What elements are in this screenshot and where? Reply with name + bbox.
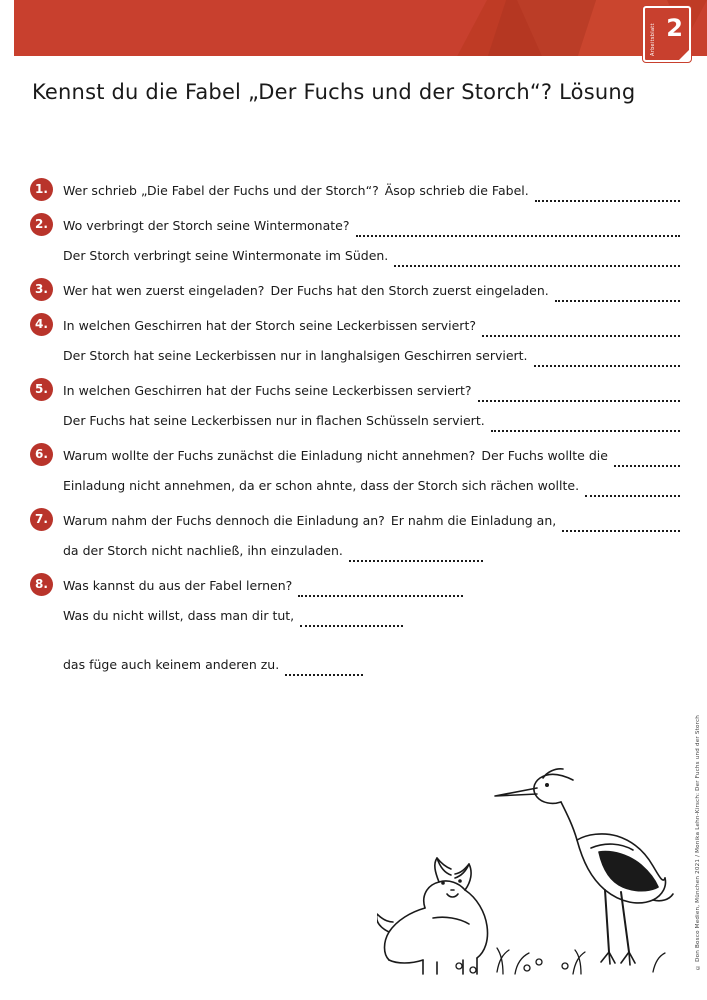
question-item	[30, 213, 680, 267]
question-item	[30, 443, 680, 497]
answer-text: da der Storch nicht nachließ, ihn einzuladen.	[63, 543, 343, 558]
page-title: Kennst du die Fabel „Der Fuchs und der Storch“? Lösung	[32, 80, 636, 104]
answer-line[interactable]	[478, 386, 680, 402]
question-row	[30, 508, 680, 532]
question-item	[30, 278, 680, 302]
question-item	[30, 573, 680, 676]
question-row	[30, 378, 680, 402]
answer-row	[30, 409, 680, 432]
question-row	[30, 573, 680, 597]
question-row	[30, 178, 680, 202]
answer-row	[30, 653, 680, 676]
worksheet-badge-label: Arbeitsblatt	[650, 23, 656, 56]
question-number: 7.	[30, 508, 53, 531]
answer-text: Der Storch hat seine Leckerbissen nur in langhalsigen Geschirren serviert.	[63, 348, 528, 363]
question-number: 4.	[30, 313, 53, 336]
question-item	[30, 378, 680, 432]
answer-line[interactable]	[482, 321, 680, 337]
answer-text: Einladung nicht annehmen, da er schon ahnte, dass der Storch sich rächen wollte.	[63, 478, 580, 493]
copyright-credit: © Don Bosco Medien, München 2021 / Monika Lehn-Kirsch: Der Fuchs und der Storch	[695, 714, 701, 970]
question-text: Wo verbringt der Storch seine Wintermonate?	[63, 218, 350, 233]
stork-and-fox-illustration	[377, 722, 677, 982]
answer-text: Der Storch verbringt seine Wintermonate im Süden.	[63, 248, 389, 263]
header-banner	[0, 0, 707, 56]
answer-text: Was du nicht willst, dass man dir tut,	[63, 608, 295, 623]
answer-row	[30, 474, 680, 497]
question-number: 1.	[30, 178, 53, 201]
answer-line[interactable]	[534, 351, 680, 367]
answer-line[interactable]	[614, 451, 680, 467]
worksheet-badge	[643, 6, 691, 62]
question-item	[30, 178, 680, 202]
answer-line[interactable]	[349, 546, 483, 562]
answer-line[interactable]	[562, 516, 680, 532]
question-number: 3.	[30, 278, 53, 301]
question-text: In welchen Geschirren hat der Fuchs seine Leckerbissen serviert?	[63, 383, 472, 398]
question-number: 5.	[30, 378, 53, 401]
question-row	[30, 213, 680, 237]
question-list	[30, 178, 680, 687]
question-text: Warum wollte der Fuchs zunächst die Einladung nicht annehmen?	[63, 448, 476, 463]
worksheet-badge-number: 2	[666, 14, 683, 42]
page-left-margin	[0, 0, 14, 1000]
answer-text: Der Fuchs wollte die	[481, 448, 608, 463]
question-text: Warum nahm der Fuchs dennoch die Einladung an?	[63, 513, 385, 528]
banner-shape-3	[488, 0, 596, 56]
answer-line[interactable]	[285, 660, 363, 676]
question-text: In welchen Geschirren hat der Storch seine Leckerbissen serviert?	[63, 318, 476, 333]
question-number: 8.	[30, 573, 53, 596]
answer-line[interactable]	[535, 186, 680, 202]
answer-line[interactable]	[555, 286, 680, 302]
answer-text: das füge auch keinem anderen zu.	[63, 657, 280, 672]
answer-row	[30, 344, 680, 367]
answer-row	[30, 539, 680, 562]
question-row	[30, 443, 680, 467]
answer-line[interactable]	[300, 611, 403, 627]
answer-line[interactable]	[298, 581, 463, 597]
question-text: Wer hat wen zuerst eingeladen?	[63, 283, 265, 298]
answer-line[interactable]	[394, 251, 680, 267]
answer-row	[30, 244, 680, 267]
question-item	[30, 508, 680, 562]
question-number: 6.	[30, 443, 53, 466]
answer-line[interactable]	[491, 416, 680, 432]
question-number: 2.	[30, 213, 53, 236]
question-row	[30, 278, 680, 302]
answer-text: Der Fuchs hat seine Leckerbissen nur in flachen Schüsseln serviert.	[63, 413, 485, 428]
answer-line[interactable]	[585, 481, 680, 497]
answer-row	[30, 604, 680, 627]
badge-folded-corner-icon	[678, 49, 690, 61]
question-item	[30, 313, 680, 367]
answer-line[interactable]	[356, 221, 681, 237]
answer-text: Äsop schrieb die Fabel.	[384, 183, 529, 198]
answer-text: Der Fuchs hat den Storch zuerst eingeladen.	[270, 283, 549, 298]
answer-text: Er nahm die Einladung an,	[390, 513, 557, 528]
question-text: Was kannst du aus der Fabel lernen?	[63, 578, 293, 593]
question-text: Wer schrieb „Die Fabel der Fuchs und der Storch“?	[63, 183, 379, 198]
question-row	[30, 313, 680, 337]
